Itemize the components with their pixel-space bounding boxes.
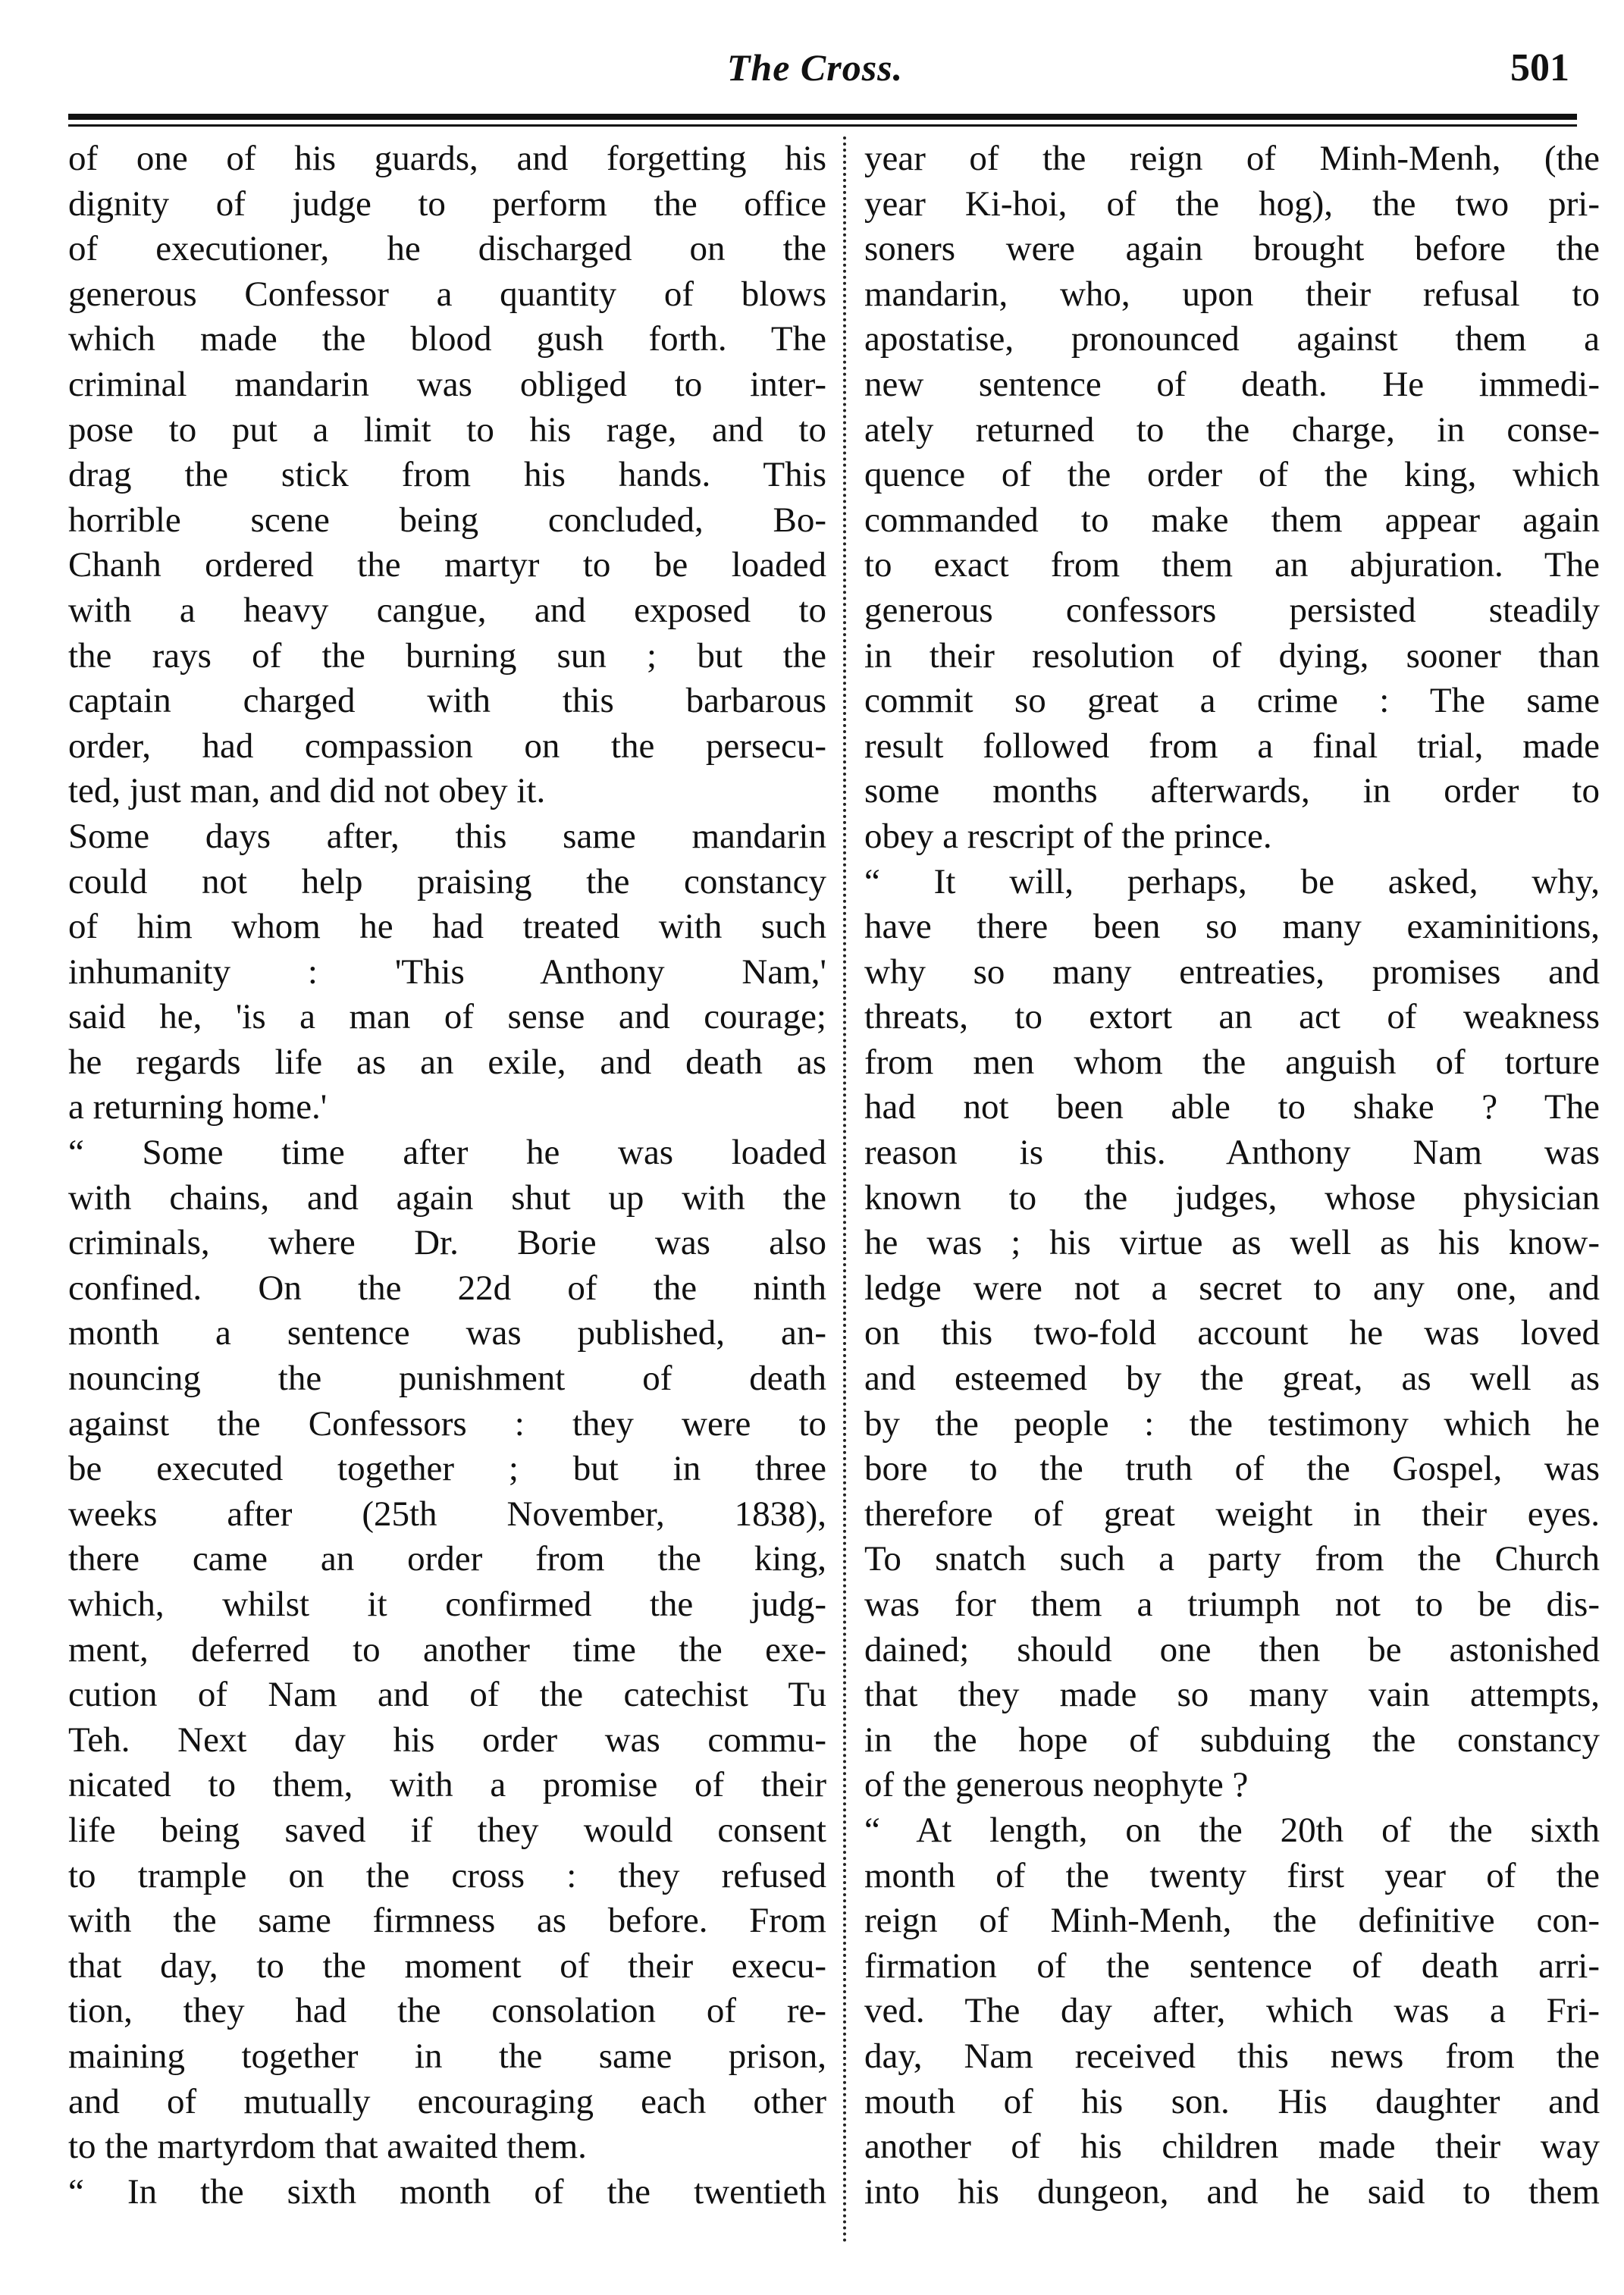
text-line: said he, 'is a man of sense and courage; bbox=[68, 997, 826, 1037]
text-line: ately returned to the charge, in conse- bbox=[864, 409, 1600, 450]
header-rule bbox=[68, 114, 1577, 120]
text-line: “ Some time after he was loaded bbox=[68, 1133, 826, 1173]
text-line: cution of Nam and of the catechist Tu bbox=[68, 1675, 826, 1715]
text-line: with a heavy cangue, and exposed to bbox=[68, 590, 826, 630]
text-line: apostatise, pronounced against them a bbox=[864, 319, 1600, 359]
text-line: “ In the sixth month of the twentieth bbox=[68, 2171, 826, 2212]
text-line: criminals, where Dr. Borie was also bbox=[68, 1223, 826, 1263]
text-line: had not been able to shake ? The bbox=[864, 1087, 1600, 1127]
text-line: could not help praising the constancy bbox=[68, 861, 826, 901]
text-line: ment, deferred to another time the exe- bbox=[68, 1629, 826, 1670]
text-line: in the hope of subduing the constancy bbox=[864, 1720, 1600, 1760]
text-line: month of the twenty first year of the bbox=[864, 1855, 1600, 1895]
text-line: against the Confessors : they were to bbox=[68, 1403, 826, 1444]
text-line: generous Confessor a quantity of blows bbox=[68, 274, 826, 314]
text-line: in their resolution of dying, sooner than bbox=[864, 635, 1600, 676]
page-number: 501 bbox=[1510, 46, 1569, 89]
text-line: of the generous neophyte ? bbox=[864, 1765, 1249, 1805]
text-line: confined. On the 22d of the ninth bbox=[68, 1268, 826, 1308]
text-line: “ At length, on the 20th of the sixth bbox=[864, 1810, 1600, 1850]
text-line: quence of the order of the king, which bbox=[864, 455, 1600, 495]
text-line: year Ki-hoi, of the hog), the two pri- bbox=[864, 183, 1600, 224]
text-line: therefore of great weight in their eyes. bbox=[864, 1494, 1600, 1534]
text-line: Teh. Next day his order was commu- bbox=[68, 1720, 826, 1760]
column-divider bbox=[843, 136, 846, 2244]
right-column bbox=[864, 136, 1600, 2215]
text-line: with the same firmness as before. From bbox=[68, 1901, 826, 1941]
text-line: the rays of the burning sun ; but the bbox=[68, 635, 826, 676]
running-title: The Cross. bbox=[726, 46, 904, 89]
text-line: that they made so many vain attempts, bbox=[864, 1675, 1600, 1715]
text-line: Chanh ordered the martyr to be loaded bbox=[68, 545, 826, 585]
text-line: and of mutually encouraging each other bbox=[68, 2081, 826, 2121]
text-line: to the martyrdom that awaited them. bbox=[68, 2127, 587, 2167]
text-line: which, whilst it confirmed the judg- bbox=[68, 1585, 826, 1624]
text-line: bore to the truth of the Gospel, was bbox=[864, 1449, 1600, 1489]
text-line: by the people : the testimony which he bbox=[864, 1403, 1600, 1444]
text-line: nouncing the punishment of death bbox=[68, 1359, 826, 1399]
text-line: life being saved if they would consent bbox=[68, 1810, 826, 1850]
text-line: reign of Minh-Menh, the definitive con- bbox=[864, 1901, 1600, 1941]
text-line: criminal mandarin was obliged to inter- bbox=[68, 364, 826, 404]
left-column bbox=[68, 136, 826, 2215]
text-line: tion, they had the consolation of re- bbox=[68, 1991, 826, 2031]
text-line: ted, just man, and did not obey it. bbox=[68, 771, 546, 811]
text-line: To snatch such a party from the Church bbox=[864, 1539, 1600, 1579]
text-line: ledge were not a secret to any one, and bbox=[864, 1268, 1600, 1308]
text-line: maining together in the same prison, bbox=[68, 2036, 826, 2076]
text-line: captain charged with this barbarous bbox=[68, 681, 826, 721]
text-line: a returning home.' bbox=[68, 1087, 328, 1127]
text-line: known to the judges, whose physician bbox=[864, 1177, 1600, 1218]
header-rule-thin bbox=[68, 124, 1577, 127]
text-line: result followed from a final trial, made bbox=[864, 726, 1600, 766]
text-line: to exact from them an abjuration. The bbox=[864, 545, 1600, 585]
text-line: to trample on the cross : they refused bbox=[68, 1855, 826, 1895]
text-line: drag the stick from his hands. This bbox=[68, 455, 826, 495]
text-line: dignity of judge to perform the office bbox=[68, 183, 826, 224]
text-line: horrible scene being concluded, Bo- bbox=[68, 500, 826, 540]
text-line: he regards life as an exile, and death as bbox=[68, 1042, 826, 1082]
text-line: ved. The day after, which was a Fri- bbox=[864, 1991, 1600, 2031]
text-line: weeks after (25th November, 1838), bbox=[68, 1494, 826, 1534]
text-line: from men whom the anguish of torture bbox=[864, 1042, 1600, 1082]
text-line: be executed together ; but in three bbox=[68, 1449, 826, 1489]
text-line: order, had compassion on the persecu- bbox=[68, 726, 826, 766]
text-line: and esteemed by the great, as well as bbox=[864, 1359, 1600, 1399]
text-line: why so many entreaties, promises and bbox=[864, 952, 1600, 992]
text-line: dained; should one then be astonished bbox=[864, 1629, 1600, 1670]
text-line: commanded to make them appear again bbox=[864, 500, 1600, 540]
document-page bbox=[53, 30, 1600, 2267]
text-line: day, Nam received this news from the bbox=[864, 2036, 1600, 2076]
text-line: he was ; his virtue as well as his know- bbox=[864, 1223, 1600, 1263]
text-line: into his dungeon, and he said to them bbox=[864, 2171, 1600, 2212]
text-line: of him whom he had treated with such bbox=[68, 907, 826, 947]
text-line: new sentence of death. He immedi- bbox=[864, 364, 1600, 404]
text-line: “ It will, perhaps, be asked, why, bbox=[864, 861, 1600, 901]
text-line: some months afterwards, in order to bbox=[864, 771, 1600, 811]
text-line: pose to put a limit to his rage, and to bbox=[68, 409, 826, 450]
text-line: have there been so many examinitions, bbox=[864, 907, 1600, 947]
text-line: reason is this. Anthony Nam was bbox=[864, 1133, 1600, 1173]
text-line: of executioner, he discharged on the bbox=[68, 229, 826, 269]
text-line: commit so great a crime : The same bbox=[864, 681, 1600, 721]
text-line: threats, to extort an act of weakness bbox=[864, 997, 1600, 1037]
text-columns bbox=[68, 136, 1600, 2267]
page-header bbox=[53, 30, 1577, 99]
text-line: mouth of his son. His daughter and bbox=[864, 2081, 1600, 2121]
text-line: was for them a triumph not to be dis- bbox=[864, 1585, 1600, 1624]
text-line: there came an order from the king, bbox=[68, 1539, 826, 1579]
text-line: month a sentence was published, an- bbox=[68, 1313, 826, 1353]
text-line: obey a rescript of the prince. bbox=[864, 816, 1272, 856]
text-line: which made the blood gush forth. The bbox=[68, 319, 826, 359]
text-line: nicated to them, with a promise of their bbox=[68, 1765, 826, 1805]
text-line: with chains, and again shut up with the bbox=[68, 1177, 826, 1218]
text-line: another of his children made their way bbox=[864, 2127, 1600, 2167]
text-line: mandarin, who, upon their refusal to bbox=[864, 274, 1600, 314]
text-line: that day, to the moment of their execu- bbox=[68, 1945, 826, 1986]
text-line: on this two-fold account he was loved bbox=[864, 1313, 1600, 1353]
text-line: generous confessors persisted steadily bbox=[864, 590, 1600, 630]
text-line: of one of his guards, and forgetting his bbox=[68, 139, 826, 178]
text-line: year of the reign of Minh-Menh, (the bbox=[864, 139, 1600, 178]
text-line: firmation of the sentence of death arri- bbox=[864, 1945, 1600, 1986]
text-line: soners were again brought before the bbox=[864, 229, 1600, 269]
text-line: Some days after, this same mandarin bbox=[68, 816, 826, 856]
text-line: inhumanity : 'This Anthony Nam,' bbox=[68, 952, 826, 992]
